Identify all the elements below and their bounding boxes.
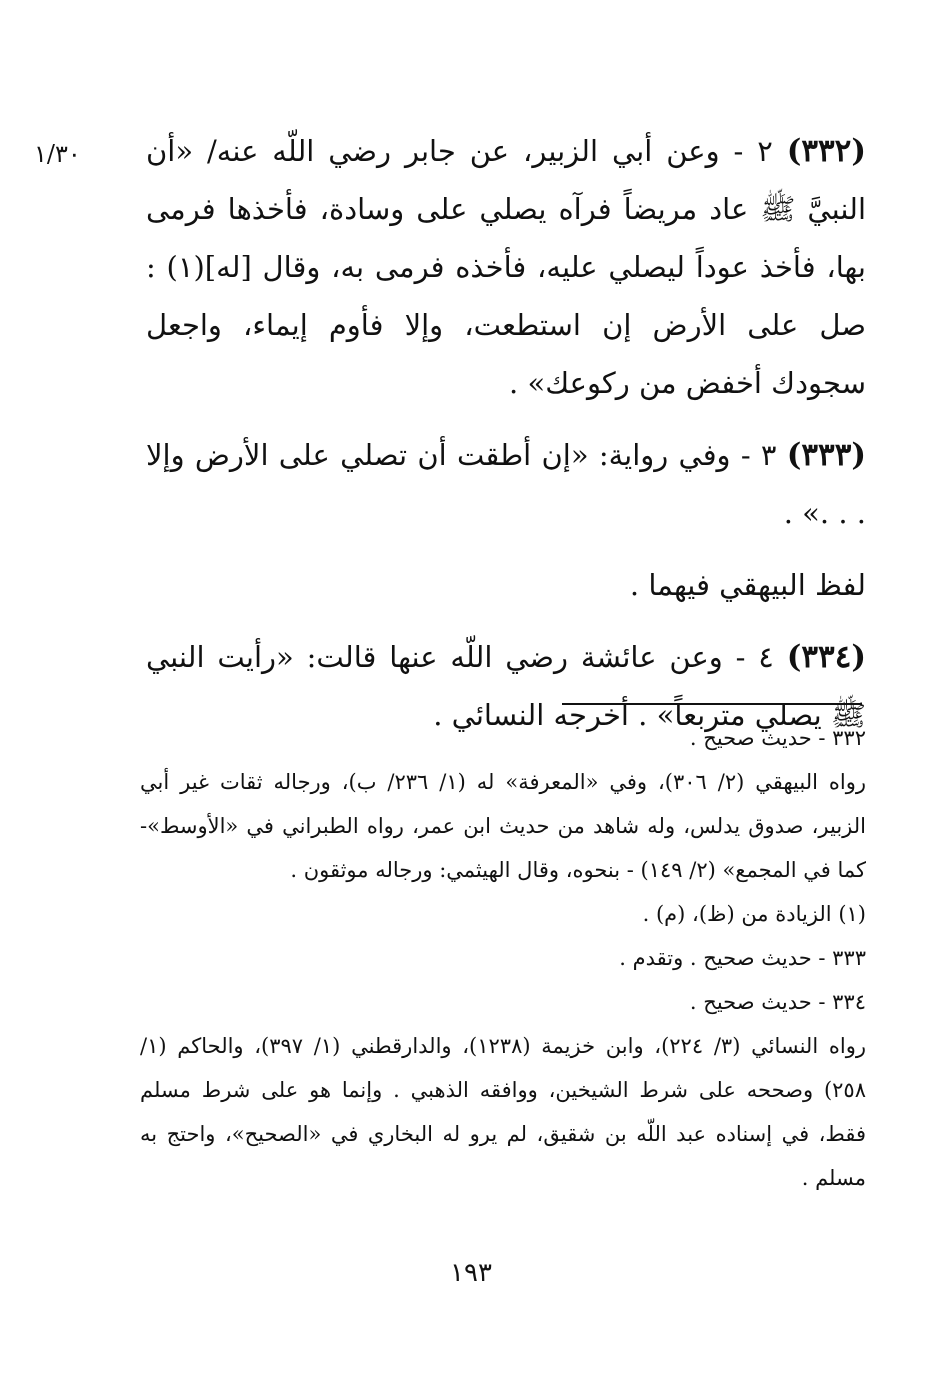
footnote-separator — [562, 703, 862, 705]
footnotes-block — [140, 716, 866, 1200]
hadith-text-block — [146, 122, 866, 744]
footnote: ٣٣٣ - حديث صحيح . وتقدم . — [619, 946, 866, 970]
hadith-body: ٣ - وفي رواية: «إن أطقت أن تصلي على الأرض وإلا . . .» . — [146, 438, 866, 530]
footnote: (١) الزيادة من (ظ)، (م) . — [642, 902, 866, 926]
footnote: ٣٣٤ - حديث صحيح . — [689, 990, 866, 1014]
hadith-333 — [146, 426, 866, 542]
hadith-number: (٣٣٤) — [786, 639, 867, 675]
hadith-number: (٣٣٣) — [786, 437, 867, 473]
footnote: رواه البيهقي (٢/ ٣٠٦)، وفي «المعرفة» له (١/ ٢٣٦/ ب)، ورجاله ثقات غير أبي الزبير، صدوق يدلس، وله شاهد من حديث ابن عمر، رواه الطبراني في «الأوسط»- كما في المجمع» (٢/ ١٤٩) - بنحوه، وقال الهيثمي: ورجاله موثقون . — [140, 770, 866, 882]
hadith-body: ٤ - وعن عائشة رضي اللّه عنها قالت: «رأيت النبي ﷺ يصلي متربعاً» . أخرجه النسائي . — [146, 640, 866, 732]
hadith-number: (٣٣٢) — [786, 133, 866, 169]
footnote: ٣٣٢ - حديث صحيح . — [689, 726, 866, 750]
hadith-body: ٢ - وعن أبي الزبير، عن جابر رضي اللّه عنه/ «أن النبيَّ ﷺ عاد مريضاً فرآه يصلي على وسادة، فأخذها فرمى بها، فأخذ عوداً ليصلي عليه، فأخذه فرمى به، وقال [له](١) : صل على الأرض إن استطعت، وإلا فأوم إيماء، واجعل سجودك أخفض من ركوعك» . — [146, 134, 866, 400]
source-note-text: لفظ البيهقي فيهما . — [629, 568, 866, 602]
source-note — [146, 556, 866, 614]
margin-reference: ١/٣٠ — [34, 140, 81, 168]
hadith-332 — [146, 122, 866, 412]
page-number: ١٩٣ — [450, 1258, 492, 1288]
footnote: رواه النسائي (٣/ ٢٢٤)، وابن خزيمة (١٢٣٨)، والدارقطني (١/ ٣٩٧)، والحاكم (١/ ٢٥٨) وصححه على شرط الشيخين، ووافقه الذهبي . وإنما هو على شرط مسلم فقط، في إسناده عبد اللّه بن شقيق، لم يرو له البخاري في «الصحيح»، واحتج به مسلم . — [140, 1034, 866, 1190]
